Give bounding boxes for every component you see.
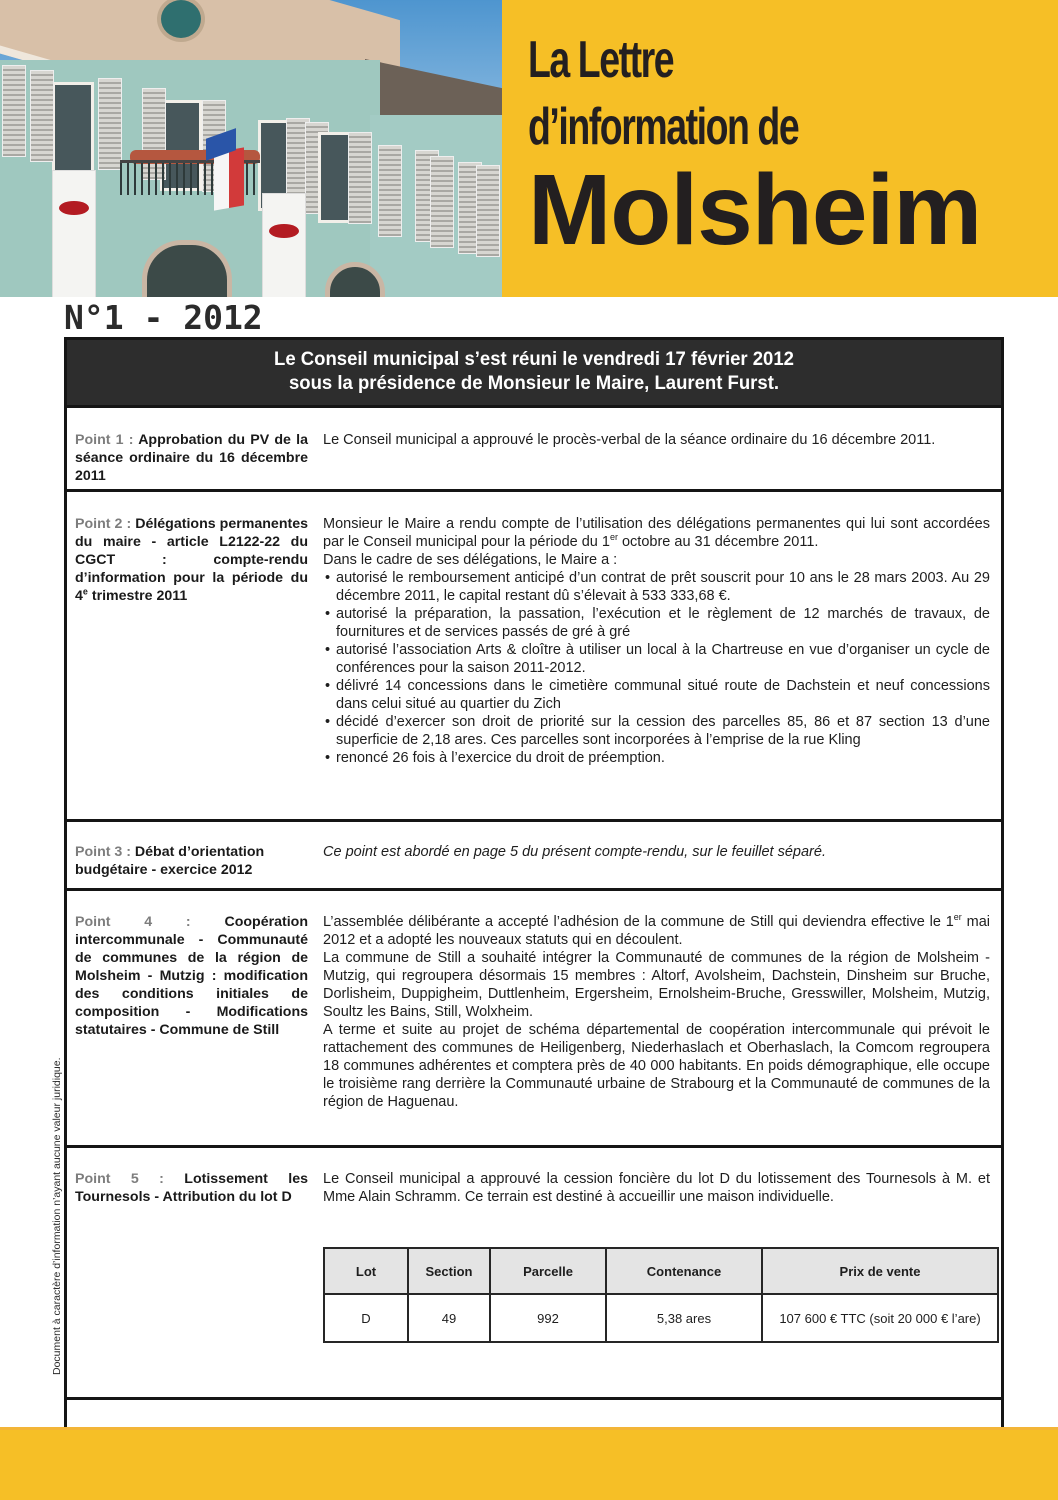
point-label: Point 2 : bbox=[75, 516, 132, 532]
point-text bbox=[323, 913, 990, 949]
point-text: Le Conseil municipal a approuvé le procès-verbal de la séance ordinaire du 16 décembre 2011. bbox=[323, 432, 936, 448]
french-flag bbox=[214, 147, 244, 210]
point-body bbox=[323, 843, 990, 861]
masthead-title-town: Molsheim bbox=[528, 154, 982, 266]
point-text: La commune de Still a souhaité intégrer la Communauté de communes de la région de Molsheim - Mutzig, qui regroupera désormais 15 membres : Altorf, Avolsheim, Dachstein, Dinsheim sur Bruche, Dorlisheim, Duppigheim, Duttlenheim, Ergersheim, Ernolsheim-Bruche, Gresswiller, Molsheim, Mutzig, Soultz les Bains, Still, Wolxheim. bbox=[323, 950, 990, 1020]
point-title bbox=[75, 431, 308, 485]
point-body bbox=[323, 1170, 990, 1206]
point-text: Dans le cadre de ses délégations, le Maire a : bbox=[323, 552, 618, 568]
point-heading: Délégations permanentes du maire - article L2122-22 du CGCT : compte-rendu d’information pour la période du 4 bbox=[75, 516, 308, 604]
issue-number: N°1 - 2012 bbox=[64, 298, 263, 337]
point-title bbox=[75, 843, 308, 879]
point-text bbox=[323, 515, 990, 551]
masthead-title-line2: d’information de bbox=[528, 98, 799, 156]
delegation-item: • autorisé la préparation, la passation, l’exécution et le règlement de 12 marchés de travaux, de fournitures et de services passés de gré à gré bbox=[323, 605, 990, 641]
photo-shutter bbox=[476, 165, 500, 257]
point-heading: Débat d’orientation budgétaire - exercice 2012 bbox=[75, 844, 265, 878]
superscript: er bbox=[953, 912, 962, 923]
meeting-heading-line2: sous la présidence de Monsieur le Maire, Laurent Furst. bbox=[288, 372, 780, 394]
cell-contenance: 5,38 ares bbox=[606, 1294, 762, 1342]
point-title bbox=[75, 913, 308, 1039]
photo-shutter bbox=[348, 132, 372, 224]
agenda-point-2 bbox=[64, 492, 1004, 822]
table-row bbox=[324, 1294, 998, 1342]
delegation-item: • décidé d’exercer son droit de priorité sur la cession des parcelles 85, 86 et 87 section 13 d’une superficie de 2,18 ares. Ces parcelles sont incorporées à l’emprise de la rue Kling bbox=[323, 713, 990, 749]
point-text-part: mai 2012 et a adopté les nouveaux statuts qui en découlent. bbox=[323, 914, 990, 948]
agenda-point-3 bbox=[64, 822, 1004, 891]
point-text-part: L’assemblée délibérante a accepté l’adhésion de la commune de Still qui deviendra effective le 1 bbox=[323, 914, 954, 930]
point-body bbox=[323, 431, 990, 449]
superscript: er bbox=[609, 532, 618, 543]
photo-shutter bbox=[30, 70, 54, 162]
town-hall-photo bbox=[0, 0, 502, 297]
meeting-heading bbox=[64, 337, 1004, 408]
cell-lot: D bbox=[324, 1294, 408, 1342]
delegation-item: • autorisé le remboursement anticipé d’un contrat de prêt souscrit pour 10 ans le 28 mars 2003. Au 29 décembre 2011, le capital restant dû s’élevait à 533 333,68 €. bbox=[323, 569, 990, 605]
point-heading: Lotissement les Tournesols - Attribution du lot D bbox=[75, 1171, 308, 1205]
footer-band bbox=[0, 1427, 1058, 1500]
cell-parcelle: 992 bbox=[490, 1294, 606, 1342]
point-label: Point 4 : bbox=[75, 914, 191, 930]
point-heading: Coopération intercommunale - Communauté de communes de la région de Molsheim - Mutzig : modification des conditions initiales de composition - Modifications statutaires - Commune de Still bbox=[75, 914, 308, 1038]
column-header-prix: Prix de vente bbox=[762, 1248, 998, 1294]
agenda-point-4 bbox=[64, 891, 1004, 1148]
point-title bbox=[75, 1170, 308, 1206]
point-text: A terme et suite au projet de schéma départemental de coopération intercommunale qui prévoit le rattachement des communes de Heiligenberg, Niederhaslach et Oberhaslach, la Comcom regroupera 18 communes adhérentes et comptera près de 40 000 habitants. En poids démographique, elle occupe le troisième rang derrière la Communauté urbaine de Strabourg et la Communauté de communes de la région de Haguenau. bbox=[323, 1022, 990, 1110]
masthead bbox=[502, 0, 1058, 297]
point-title bbox=[75, 515, 308, 605]
point-body bbox=[323, 913, 990, 1111]
cell-prix: 107 600 € TTC (soit 20 000 € l’are) bbox=[762, 1294, 998, 1342]
column-header-lot: Lot bbox=[324, 1248, 408, 1294]
photo-shutter bbox=[98, 78, 122, 170]
agenda-point-1 bbox=[64, 408, 1004, 492]
bugatti-banner bbox=[52, 170, 96, 297]
table-header-row bbox=[324, 1248, 998, 1294]
delegation-item: • renoncé 26 fois à l’exercice du droit de préemption. bbox=[323, 749, 990, 767]
point-heading: Approbation du PV de la séance ordinaire du 16 décembre 2011 bbox=[75, 432, 308, 484]
column-header-contenance: Contenance bbox=[606, 1248, 762, 1294]
delegation-item: • autorisé l’association Arts & cloître à utiliser un local à la Chartreuse en vue d’organiser un cycle de conférences pour la saison 2011-2012. bbox=[323, 641, 990, 677]
point-text: Ce point est abordé en page 5 du présent compte-rendu, sur le feuillet séparé. bbox=[323, 844, 826, 860]
point-label: Point 5 : bbox=[75, 1171, 164, 1187]
delegation-item: • délivré 14 concessions dans le cimetière communal situé route de Dachstein et neuf concessions dans celui situé au quartier du Zich bbox=[323, 677, 990, 713]
lot-sale-table bbox=[323, 1247, 999, 1343]
photo-shutter bbox=[378, 145, 402, 237]
legal-disclaimer: Document à caractère d’information n’ayant aucune valeur juridique. bbox=[51, 1057, 63, 1375]
point-text-part: octobre au 31 décembre 2011. bbox=[617, 534, 819, 550]
point-heading-end: trimestre 2011 bbox=[87, 588, 188, 604]
point-body bbox=[323, 515, 990, 767]
point-label: Point 1 : bbox=[75, 432, 134, 448]
photo-window bbox=[52, 82, 94, 173]
superscript: e bbox=[82, 586, 88, 597]
photo-shutter bbox=[430, 156, 454, 248]
photo-shutter bbox=[2, 65, 26, 157]
point-text-part: Monsieur le Maire a rendu compte de l’utilisation des délégations permanentes qui lui sont accordées par le Conseil municipal pour la période du 1 bbox=[323, 516, 990, 550]
point-label: Point 3 : bbox=[75, 844, 131, 860]
masthead-title-line1: La Lettre bbox=[528, 31, 674, 89]
bugatti-banner bbox=[262, 193, 306, 297]
column-header-section: Section bbox=[408, 1248, 490, 1294]
cell-section: 49 bbox=[408, 1294, 490, 1342]
delegation-list bbox=[323, 569, 990, 767]
point-text: Le Conseil municipal a approuvé la cession foncière du lot D du lotissement des Tournesols à M. et Mme Alain Schramm. Ce terrain est destiné à accueillir une maison individuelle. bbox=[323, 1171, 990, 1205]
meeting-heading-line1: Le Conseil municipal s’est réuni le vendredi 17 février 2012 bbox=[274, 348, 794, 370]
column-header-parcelle: Parcelle bbox=[490, 1248, 606, 1294]
